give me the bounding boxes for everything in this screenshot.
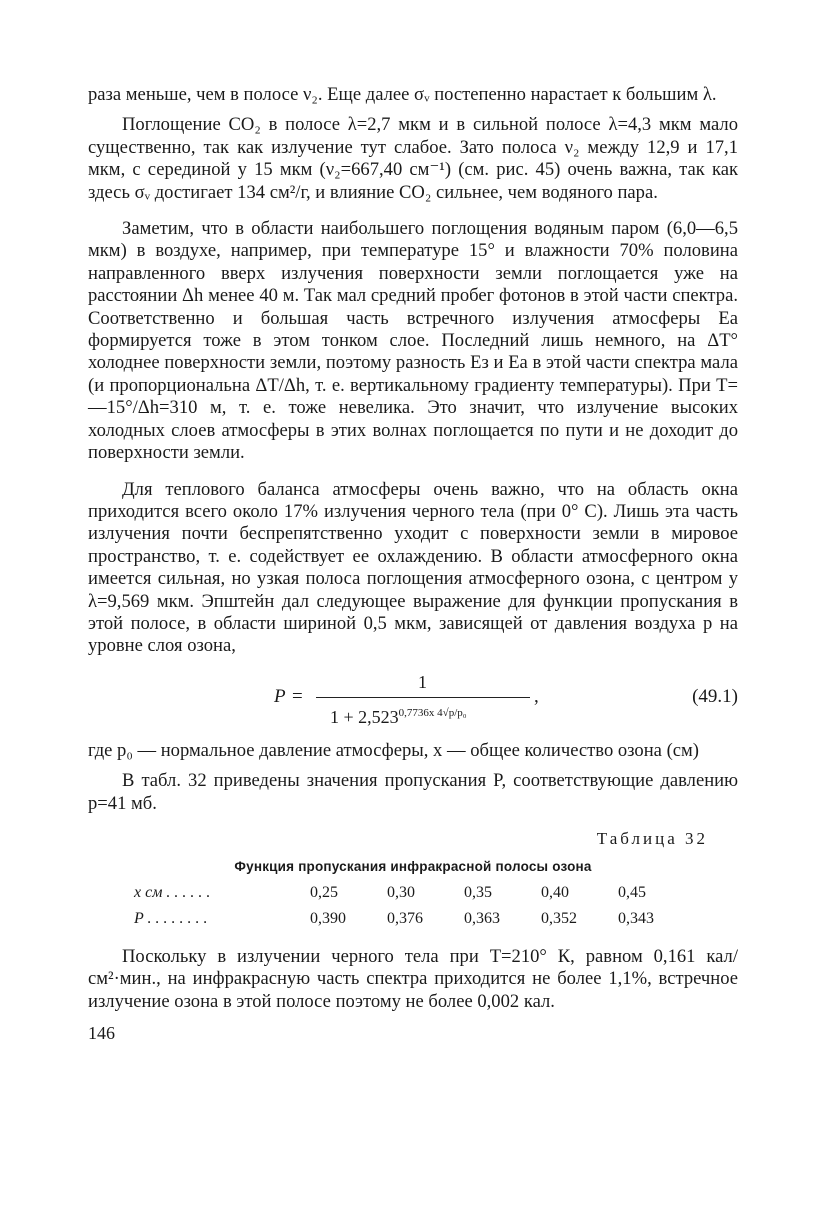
table-caption: Таблица 32 <box>596 828 708 848</box>
page-number: 146 <box>88 1023 115 1044</box>
formula-number: (49.1) <box>692 685 738 707</box>
table-row <box>134 880 695 906</box>
table-cell: 0,363 <box>464 909 500 927</box>
formula-lhs: P <box>274 685 286 707</box>
table-row <box>134 906 695 932</box>
root-radicand: p/p₀ <box>448 706 467 719</box>
table-cell: 0,376 <box>387 909 423 927</box>
paragraph-ozone-radiation: Поскольку в излучении черного тела при T=210° К, равном 0,161 кал/см²·мин., на инфракрасную часть спектра приходится не более 1,1%, встречное излучение озона в этой полосе поэтому не более 0,002 кал. <box>88 945 738 1012</box>
formula-equals: = <box>292 685 303 707</box>
table-cell: 0,25 <box>310 883 338 901</box>
table-cell: 0,343 <box>618 909 654 927</box>
table-cell: 0,35 <box>464 883 492 901</box>
paragraph-co2-absorption: Поглощение CO₂ в полосе λ=2,7 мкм и в сильной полосе λ=4,3 мкм мало существенно, так как излучение тут слабое. Зато полоса ν₂ между 12,9 и 17,1 мкм, с серединой у 15 мкм (ν₂=667,40 см⁻¹) (см. рис. 45) очень важна, так как здесь σᵥ достигает 134 см²/г, и влияние CO₂ сильнее, чем водяного пара. <box>88 114 738 203</box>
formula-comma: , <box>534 685 539 707</box>
formula-denominator <box>330 707 467 728</box>
formula-49-1 <box>88 672 738 740</box>
table-cell: 0,352 <box>541 909 577 927</box>
table-title: Функция пропускания инфракрасной полосы озона <box>234 858 592 874</box>
ozone-transmission-table <box>134 880 695 932</box>
denominator-exponent: 0,7736x 4√p/p₀ <box>398 706 467 719</box>
table-cell: 0,30 <box>387 883 415 901</box>
paragraph-continuation: раза меньше, чем в полосе ν₂. Еще далее σᵥ постепенно нарастает к большим λ. <box>88 84 717 105</box>
table-cell: 0,40 <box>541 883 569 901</box>
table-cell: 0,45 <box>618 883 646 901</box>
paragraph-water-vapor: Заметим, что в области наибольшего поглощения водяным паром (6,0—6,5 мкм) в воздухе, например, при температуре 15° и влажности 70% половина направленного вверх излучения поверхности земли поглощается уже на расстоянии Δh менее 40 м. Так мал средний пробег фотонов в этой части спектра. Соответственно и большая часть встречного излучения атмосферы Eа формируется тоже в этом тонком слое. Последний лишь немного, на ΔT° холоднее поверхности земли, поэтому разность Eз и Eа в этой части спектра мала (и пропорциональна ΔT/Δh, т. е. вертикальному градиенту температуры). При T=—15°/Δh=310 м, т. е. тоже невелика. Это значит, что излучение высоких холодных слоев атмосферы в этих волнах поглощается по пути и не доходит до поверхности земли. <box>88 218 738 464</box>
root-index: 4 <box>437 706 443 719</box>
denominator-base: 1 + 2,523 <box>330 706 399 727</box>
fraction-bar <box>316 697 530 698</box>
paragraph-atmospheric-window: Для теплового баланса атмосферы очень важно, что на область окна приходится всего около 17% излучения черного тела (при 0° С). Лишь эта часть излучения почти беспрепятственно уходит с поверхности земли в мировое пространство, т. е. содействует ее охлаждению. В области атмосферного окна имеется сильная, но узкая полоса поглощения атмосферного озона, с центром у λ=9,569 мкм. Эпштейн дал следующее выражение для функции пропускания в этой полосе, в области шириной 0,5 мкм, зависящей от давления воздуха p на уровне слоя озона, <box>88 478 738 657</box>
row-header: P . . . . . . . . <box>134 909 208 927</box>
paragraph-table-intro: В табл. 32 приведены значения пропускания P, соответствующие давлению p=41 мб. <box>88 770 738 814</box>
table-cell: 0,390 <box>310 909 346 927</box>
formula-numerator: 1 <box>418 671 427 692</box>
paragraph-formula-legend: где p₀ — нормальное давление атмосферы, x — общее количество озона (см) <box>88 739 699 761</box>
row-header: x см . . . . . . <box>134 883 211 901</box>
book-page <box>88 84 738 1044</box>
